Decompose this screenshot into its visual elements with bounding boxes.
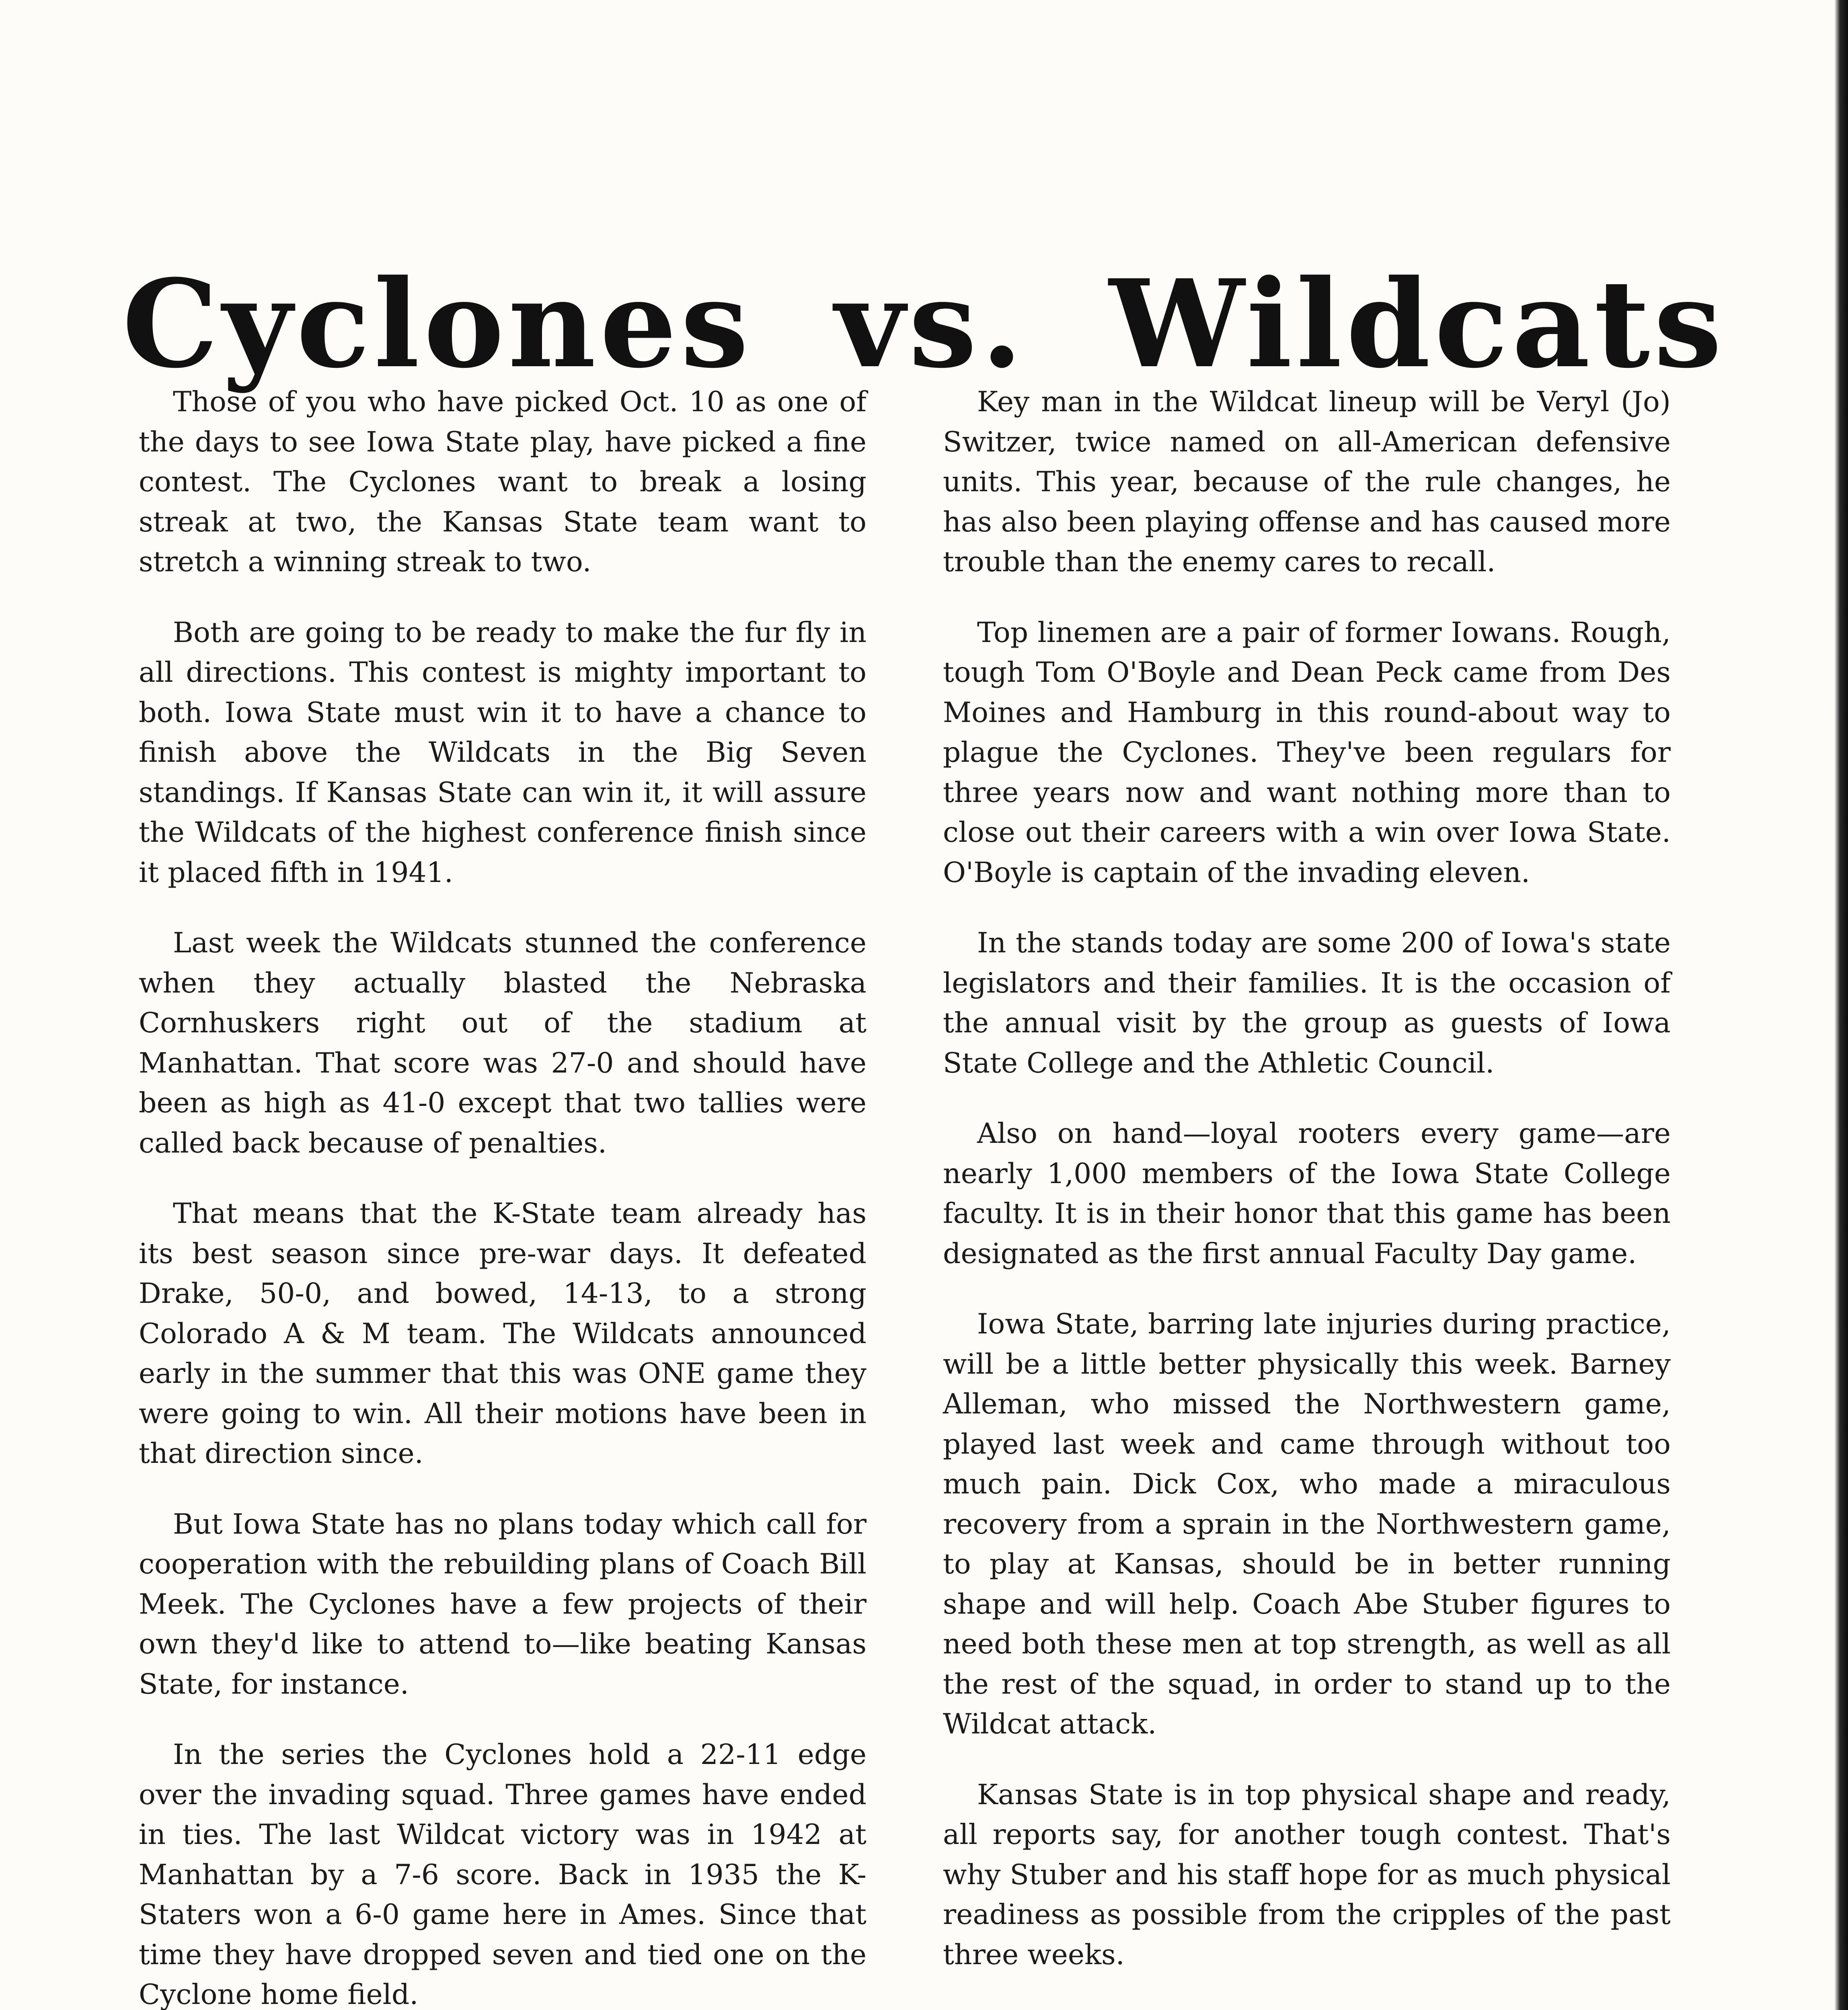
left-column — [139, 382, 867, 2010]
paragraph: Both are going to be ready to make the fur fly in all directions. This contest is mighty important to both. Iowa State must win it to have a chance to finish above the Wildcats in the Big Seven standings. If Kansas State can win it, it will assure the Wildcats of the highest conference finish since it placed fifth in 1941. — [139, 616, 867, 889]
paragraph: Top linemen are a pair of former Iowans. Rough, tough Tom O'Boyle and Dean Peck came from Des Moines and Hamburg in this round-about way to plague the Cyclones. They've been regulars for three years now and want nothing more than to close out their careers with a win over Iowa State. O'Boyle is captain of the invading eleven. — [943, 616, 1671, 889]
right-column — [943, 382, 1671, 2005]
paragraph: Kansas State is in top physical shape and ready, all reports say, for another tough contest. That's why Stuber and his staff hope for as much physical readiness as possible from the cripples of the past three weeks. — [943, 1778, 1671, 1971]
paragraph: That means that the K-State team already has its best season since pre-war days. It defeated Drake, 50-0, and bowed, 14-13, to a strong Colorado A & M team. The Wildcats announced early in the summer that this was ONE game they were going to win. All their motions have been in that direction since. — [139, 1197, 867, 1470]
paragraph: But Iowa State has no plans today which call for cooperation with the rebuilding plans of Coach Bill Meek. The Cyclones have a few projects of their own they'd like to attend to—like beating Kansas State, for instance. — [139, 1508, 867, 1700]
paragraph: Last week the Wildcats stunned the conference when they actually blasted the Nebraska Cornhuskers right out of the stadium at Manhattan. That score was 27-0 and should have been as high as 41-0 except that two tallies were called back because of penalties. — [139, 927, 867, 1159]
page-title: Cyclones vs. Wildcats — [122, 253, 1726, 395]
paragraph: In the series the Cyclones hold a 22-11 edge over the invading squad. Three games have ended in ties. The last Wildcat victory was in 1942 at Manhattan by a 7-6 score. Back in 1935 the K-Staters won a 6-0 game here in Ames. Since that time they have dropped seven and tied one on the Cyclone home field. — [139, 1738, 867, 2010]
paragraph: Key man in the Wildcat lineup will be Veryl (Jo) Switzer, twice named on all-American defensive units. This year, because of the rule changes, he has also been playing offense and has caused more trouble than the enemy cares to recall. — [943, 386, 1671, 578]
paragraph: Also on hand—loyal rooters every game—are nearly 1,000 members of the Iowa State College faculty. It is in their honor that this game has been designated as the first annual Faculty Day game. — [943, 1117, 1671, 1270]
paragraph: Iowa State, barring late injuries during practice, will be a little better physically this week. Barney Alleman, who missed the Northwestern game, played last week and came through without too much pain. Dick Cox, who made a miraculous recovery from a sprain in the Northwestern game, to play at Kansas, should be in better running shape and will help. Coach Abe Stuber figures to need both these men at top strength, as well as all the rest of the squad, in order to stand up to the Wildcat attack. — [943, 1308, 1671, 1740]
paragraph: Those of you who have picked Oct. 10 as one of the days to see Iowa State play, have picked a fine contest. The Cyclones want to break a losing streak at two, the Kansas State team want to stretch a winning streak to two. — [139, 386, 867, 578]
paragraph: In the stands today are some 200 of Iowa's state legislators and their families. It is the occasion of the annual visit by the group as guests of Iowa State College and the Athletic Council. — [943, 927, 1671, 1079]
